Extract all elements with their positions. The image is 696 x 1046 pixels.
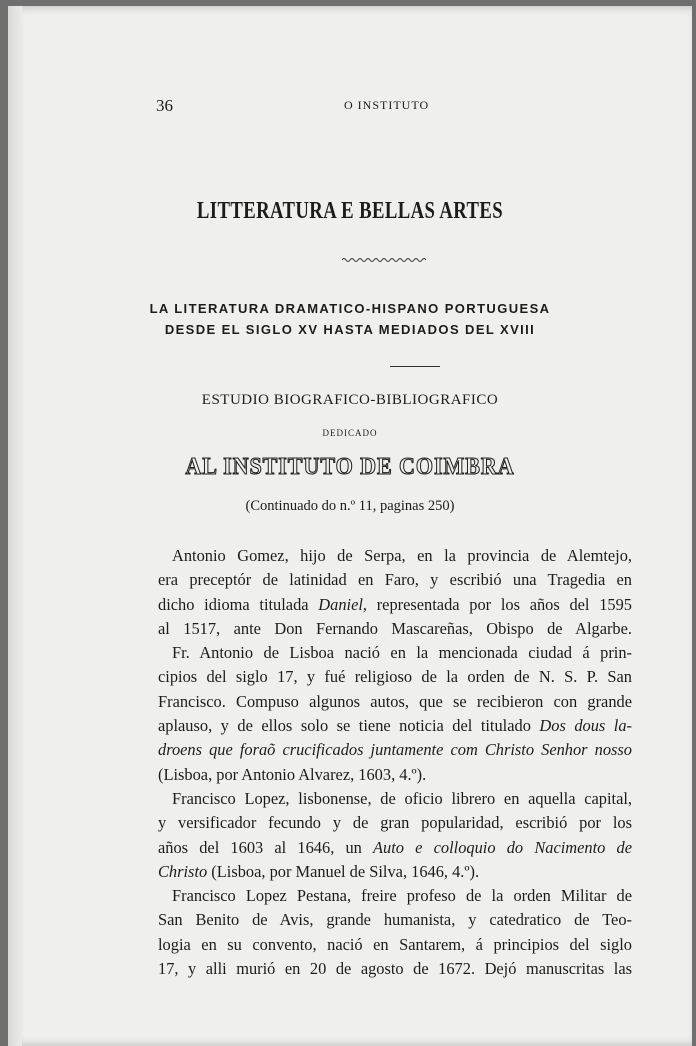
body-text-segment: cipios del siglo 17, y fué religioso de la orden de N. S. P. San — [158, 667, 632, 687]
body-text — [158, 544, 632, 981]
body-line — [158, 957, 632, 981]
body-line — [158, 884, 632, 908]
body-text-segment: al 1517, ante Don Fernando Mascareñas, Obispo de Algarbe. — [158, 618, 632, 638]
book-page — [8, 6, 692, 1046]
body-line — [158, 860, 632, 884]
body-text-segment: Francisco. Compuso algunos autos, que se recibieron con grande — [158, 691, 632, 711]
body-line — [158, 908, 632, 932]
running-head: O INSTITUTO — [344, 98, 430, 112]
body-text-segment: logia en su convento, nació en Santarem, á principios del siglo — [158, 934, 632, 954]
body-line — [158, 933, 632, 957]
body-line — [158, 811, 632, 835]
body-line — [158, 593, 632, 617]
article-title-line-1: LA LITERATURA DRAMATICO-HISPANO PORTUGUESA — [149, 301, 551, 316]
continuation-note: (Continuado do n.º 11, paginas 250) — [245, 498, 455, 514]
body-text-segment: representada por los años del 1595 — [367, 594, 632, 614]
body-text-segment: dicho idioma titulada — [158, 594, 319, 614]
divider-rule — [390, 366, 440, 367]
body-text-segment: Francisco Lopez, lisbonense, de oficio librero en aquella capital, — [172, 788, 632, 808]
body-line — [158, 690, 632, 714]
wavy-ornament-divider — [342, 256, 426, 264]
body-line — [158, 641, 632, 665]
body-line — [158, 787, 632, 811]
body-text-segment: era preceptór de latinidad en Faro, y escribió una Tragedia en — [158, 570, 632, 590]
page-binding-edge — [8, 6, 22, 1046]
body-text-segment: Fr. Antonio de Lisboa nació en la mencionada ciudad á prin- — [172, 643, 632, 663]
italic-title-text: Auto e colloquio do Nacimento de — [373, 837, 632, 857]
body-text-segment: (Lisboa, por Manuel de Silva, 1646, 4.º). — [207, 861, 480, 881]
body-line — [158, 568, 632, 592]
dedicado-label: DEDICADO — [322, 428, 378, 438]
article-title-line-2: DESDE EL SIGLO XV HASTA MEDIADOS DEL XVIII — [164, 322, 536, 337]
section-title: LITTERATURA E BELLAS ARTES — [196, 198, 504, 224]
body-line — [158, 617, 632, 641]
body-text-segment: años del 1603 al 1646, un — [158, 837, 374, 857]
body-line — [158, 763, 632, 787]
body-line — [158, 714, 632, 738]
italic-title-text: Dos dous la- — [539, 716, 632, 736]
italic-title-text: droens que foraõ crucificados juntamente com Christo Senhor nosso — [158, 740, 632, 760]
body-line — [158, 665, 632, 689]
article-title — [8, 298, 692, 340]
dedication-heading: AL INSTITUTO DE COIMBRA — [185, 454, 515, 480]
body-line — [158, 544, 632, 568]
body-text-segment: San Benito de Avis, grande humanista, y catedratico de Teo- — [158, 910, 632, 930]
body-line — [158, 738, 632, 762]
page-header — [8, 96, 692, 118]
page-number: 36 — [156, 96, 173, 115]
italic-title-text: Christo — [158, 861, 208, 881]
body-text-segment: 17, y alli murió en 20 de agosto de 1672. Dejó manuscritas las — [158, 959, 632, 979]
body-text-segment: Antonio Gomez, hijo de Serpa, en la provincia de Alemtejo, — [172, 546, 632, 565]
article-subtitle: ESTUDIO BIOGRAFICO-BIBLIOGRAFICO — [201, 392, 499, 408]
body-text-segment: aplauso, y de ellos solo se tiene noticia del titulado — [158, 716, 540, 736]
body-text-segment: (Lisboa, por Antonio Alvarez, 1603, 4.º). — [158, 764, 427, 784]
body-text-segment: Francisco Lopez Pestana, freire profeso de la orden Militar de — [172, 886, 632, 906]
body-text-segment: y versificador fecundo y de gran popularidad, escribió por los — [158, 813, 632, 833]
body-line — [158, 836, 632, 860]
italic-title-text: Daniel, — [318, 594, 367, 614]
